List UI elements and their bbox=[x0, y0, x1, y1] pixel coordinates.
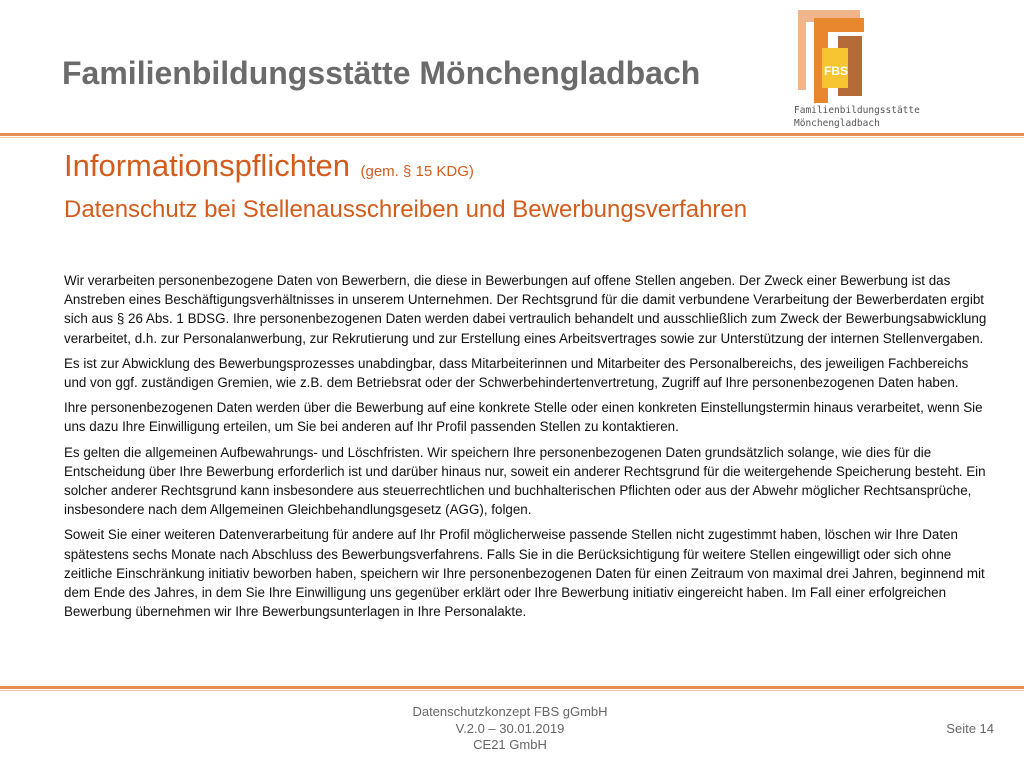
header-divider-thin bbox=[0, 137, 1024, 138]
section-subheading: Datenschutz bei Stellenausschreiben und Bewerbungsverfahren bbox=[64, 196, 748, 223]
footer-line: V.2.0 – 30.01.2019 bbox=[455, 720, 565, 736]
logo-caption-line: Familienbildungsstätte bbox=[794, 105, 920, 116]
logo-mark-text: FBS bbox=[824, 64, 848, 78]
footer-divider-thin bbox=[0, 690, 1024, 691]
fbs-logo bbox=[794, 8, 874, 108]
logo-caption bbox=[794, 104, 920, 130]
paragraph: Wir verarbeiten personenbezogene Daten von Bewerbern, die diese in Bewerbungen auf offene Stellen angeben. Der Zweck einer Bewerbung ist das Anstreben eines Beschäftigungsverhältnisses in unserem Unternehmen. Der Rechtsgrund für die damit verbundene Verarbeitung der Bewerberdaten ergibt sich aus § 26 Abs. 1 BDSG. Ihre personenbezogenen Daten werden dabei vertraulich behandelt und ausschließlich zum Zweck der Bewerbungsabwicklung verarbeitet, d.h. zur Personalanwerbung, zur Rekrutierung und zur Erstellung eines Arbeitsvertrages sowie zur Unterstützung der internen Stellenvergaben. bbox=[64, 273, 987, 346]
footer-line: Datenschutzkonzept FBS gGmbH bbox=[412, 704, 608, 719]
section-heading bbox=[64, 148, 474, 184]
paragraph: Ihre personenbezogenen Daten werden über die Bewerbung auf eine konkrete Stelle oder einen konkreten Einstellungstermin hinaus verarbeitet, wenn Sie uns dazu Ihre Einwilligung erteilen, um Sie bei anderen auf Ihr Profil passenden Stellen zu kontaktieren. bbox=[64, 400, 983, 435]
footer-divider bbox=[0, 686, 1024, 689]
paragraph: Es gelten die allgemeinen Aufbewahrungs- und Löschfristen. Wir speichern Ihre personenbezogenen Daten grundsätzlich solange, wie dies für die Entscheidung über Ihre Bewerbung erforderlich ist und darüber hinaus nur, soweit ein anderer Rechtsgrund für die weitergehende Speicherung besteht. Ein solcher anderer Rechtsgrund kann insbesondere aus steuerrechtlichen und buchhalterischen Pflichten oder aus der Abwehr möglicher Rechtsansprüche, insbesondere nach dem Allgemeinen Gleichbehandlungsgesetz (AGG), folgen. bbox=[64, 444, 986, 518]
header-divider bbox=[0, 133, 1024, 136]
page-number: Seite 14 bbox=[946, 721, 994, 736]
paragraph: Soweit Sie einer weiteren Datenverarbeitung für andere auf Ihr Profil möglicherweise passende Stellen nicht zugestimmt haben, löschen wir Ihre Daten spätestens sechs Monate nach Abschluss des Bewerbungsverfahrens. Falls Sie in die Berücksichtigung für weitere Stellen eingewilligt oder sich ohne zeitliche Einschränkung initiativ beworben haben, speichern wir Ihre personenbezogenen Daten für einen Zeitraum von maximal drei Jahren, beginnend mit dem Ende des Jahres, in dem Sie Ihre Einwilligung uns gegenüber erklärt oder Ihre Bewerbung initiativ eingereicht haben. Im Fall einer erfolgreichen Bewerbung übernehmen wir Ihre Bewerbungsunterlagen in Ihre Personalakte. bbox=[64, 527, 985, 620]
page-title: Familienbildungsstätte Mönchengladbach bbox=[62, 55, 701, 91]
paragraph: Es ist zur Abwicklung des Bewerbungsprozesses unabdingbar, dass Mitarbeiterinnen und Mitarbeiter des Personalbereichs, des jeweiligen Fachbereichs und von ggf. zuständigen Gremien, wie z.B. dem Betriebsrat oder der Schwerbehindertenvertretung, Zugriff auf Ihre personenbezogenen Daten haben. bbox=[64, 355, 969, 391]
body-text bbox=[64, 271, 992, 627]
logo-caption-line: Mönchengladbach bbox=[794, 118, 880, 129]
section-heading-note: (gem. § 15 KDG) bbox=[360, 163, 474, 180]
footer-line: CE21 GmbH bbox=[473, 737, 547, 752]
section-heading-title: Informationspflichten bbox=[64, 148, 351, 183]
footer-info bbox=[300, 704, 720, 754]
